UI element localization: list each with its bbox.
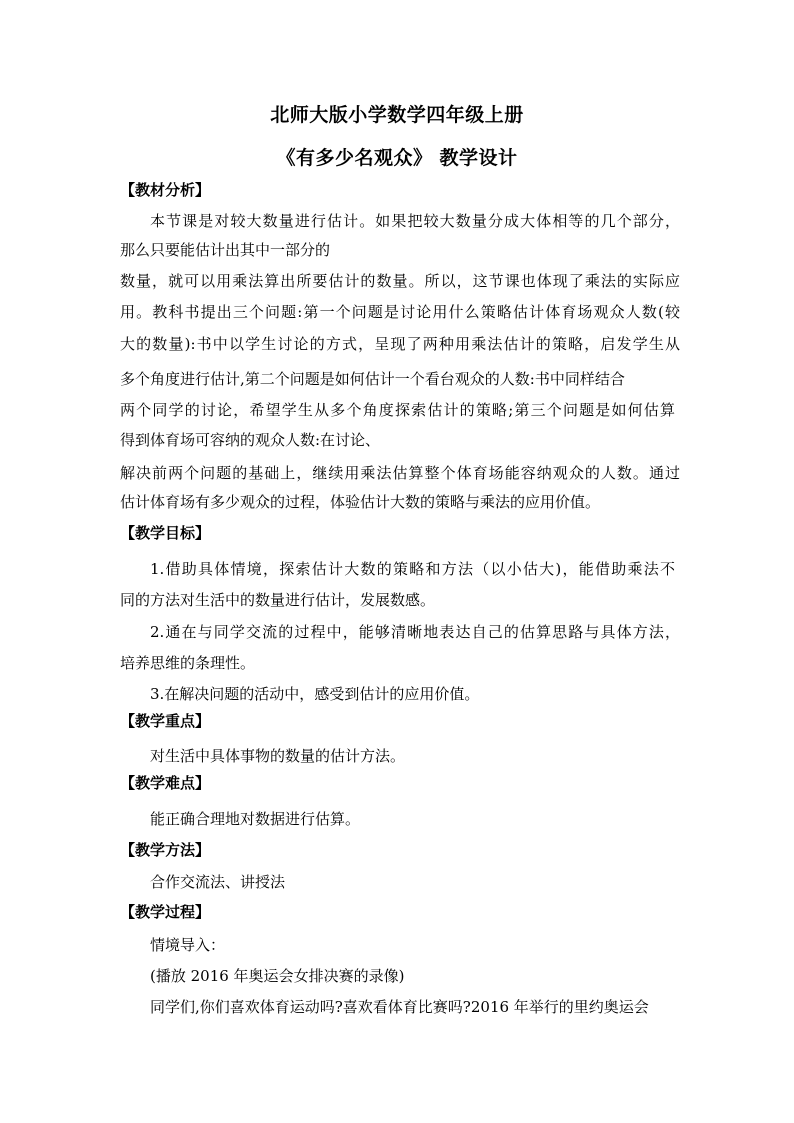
document-subtitle: 《有多少名观众》 教学设计 (276, 147, 518, 169)
paragraph-line: 本节课是对较大数量进行估计。如果把较大数量分成大体相等的几个部分， (150, 212, 680, 230)
section-heading-teaching-goals: 【教学目标】 (120, 524, 211, 542)
paragraph-line: 两个同学的讨论，希望学生从多个角度探索估计的策略;第三个问题是如何估算 (120, 401, 675, 419)
paragraph-line: 能正确合理地对数据进行估算。 (150, 810, 361, 828)
paragraph-line: 估计体育场有多少观众的过程，体验估计大数的策略与乘法的应用价值。 (120, 493, 601, 511)
section-heading-methods: 【教学方法】 (120, 841, 211, 859)
section-heading-key-points: 【教学重点】 (120, 712, 211, 730)
paragraph-line: 对生活中具体事物的数量的估计方法。 (150, 747, 406, 765)
paragraph-line: 培养思维的条理性。 (120, 654, 256, 672)
paragraph-line: 得到体育场可容纳的观众人数:在讨论、 (120, 431, 381, 449)
paragraph-line: 同的方法对生活中的数量进行估计，发展数感。 (120, 591, 436, 609)
paragraph-line: 3.在解决问题的活动中，感受到估计的应用价值。 (150, 685, 480, 703)
paragraph-line: 用。教科书提出三个问题:第一个问题是讨论用什么策略估计体育场观众人数(较 (120, 303, 680, 321)
paragraph-line: 大的数量):书中以学生讨论的方式，呈现了两种用乘法估计的策略，启发学生从 (120, 335, 680, 353)
paragraph-line: 多个角度进行估计,第二个问题是如何估计一个看台观众的人数:书中同样结合 (120, 370, 625, 388)
paragraph-line: 那么只要能估计出其中一部分的 (120, 241, 331, 259)
paragraph-line: 同学们,你们喜欢体育运动吗?喜欢看体育比赛吗?2016 年举行的里约奥运会 (150, 998, 649, 1016)
paragraph-line: 2.通在与同学交流的过程中，能够清晰地表达自己的估算思路与具体方法， (150, 623, 680, 641)
paragraph-line: (播放 2016 年奥运会女排决赛的录像) (150, 967, 405, 985)
paragraph-line: 数量，就可以用乘法算出所要估计的数量。所以，这节课也体现了乘法的实际应 (120, 272, 680, 290)
paragraph-line: 解决前两个问题的基础上，继续用乘法估算整个体育场能容纳观众的人数。通过 (120, 464, 680, 482)
paragraph-line: 合作交流法、讲授法 (150, 873, 286, 891)
document-title: 北师大版小学数学四年级上册 (270, 104, 524, 126)
section-heading-textbook-analysis: 【教材分析】 (120, 181, 211, 199)
paragraph-line: 1.借助具体情境，探索估计大数的策略和方法（以小估大)，能借助乘法不 (150, 560, 675, 578)
section-heading-process: 【教学过程】 (120, 903, 211, 921)
section-heading-difficulties: 【教学难点】 (120, 774, 211, 792)
paragraph-line: 情境导入： (150, 936, 226, 954)
